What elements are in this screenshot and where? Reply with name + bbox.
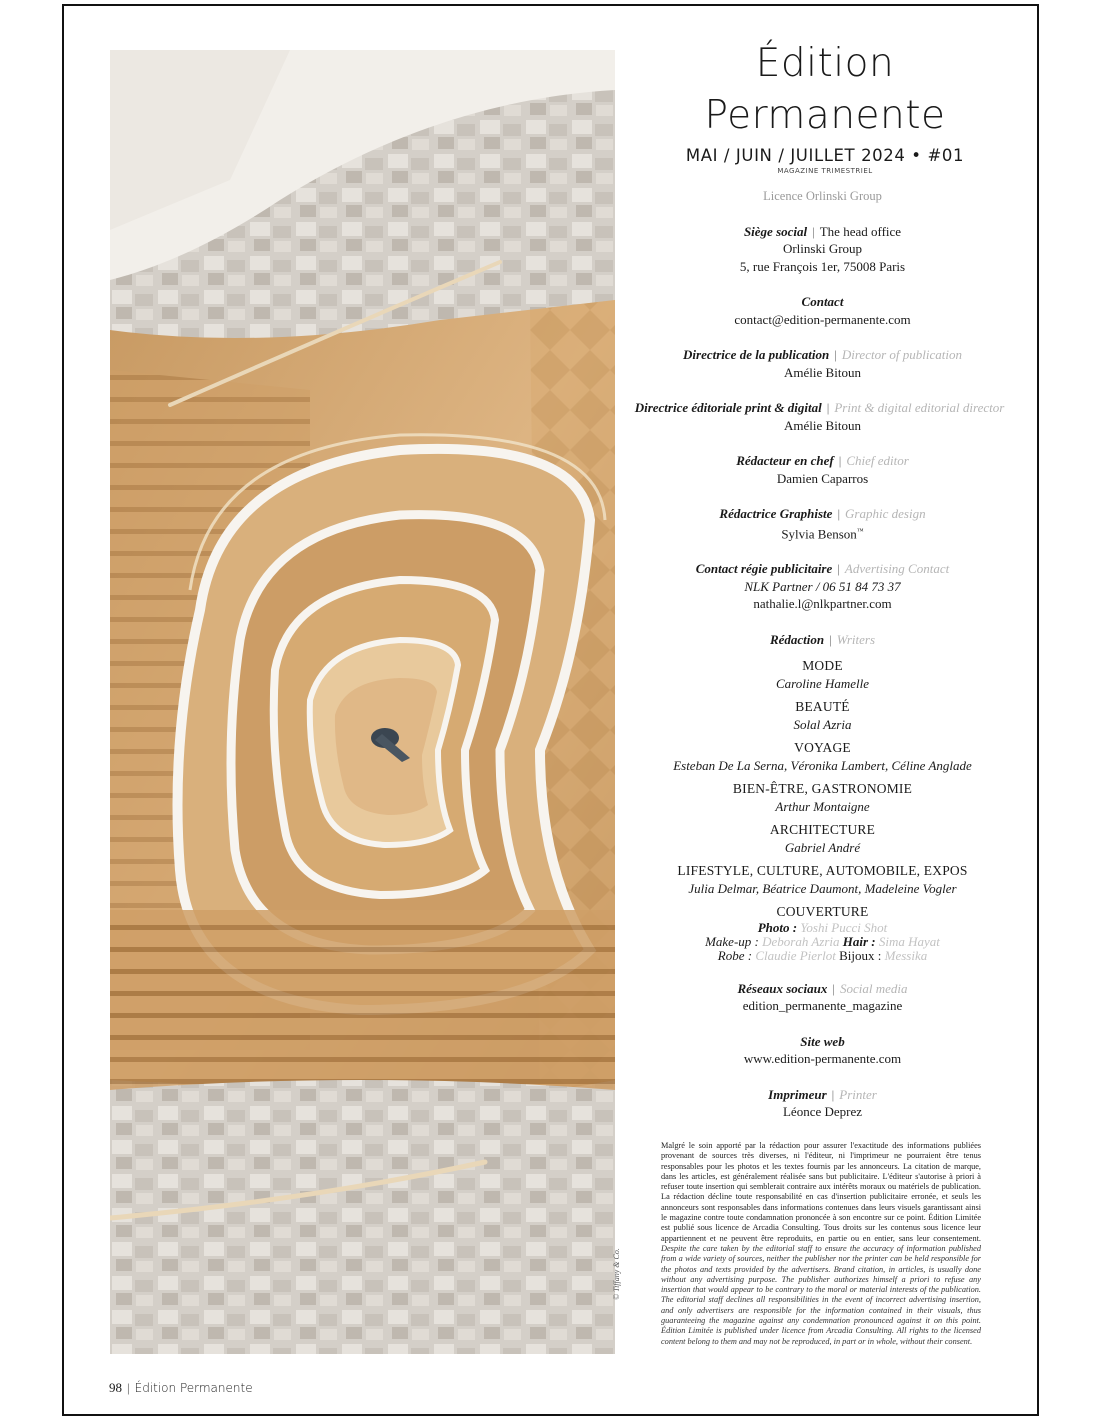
section-names: Solal Azria [793, 716, 852, 732]
masthead [640, 38, 1010, 175]
section-names: Arthur Montaigne [775, 798, 870, 814]
writers-block: Rédaction | Writers MODE Caroline Hamelle BEAUTÉ Solal Azria VOYAGE Esteban De La Serna, Véronika Lambert, Céline Anglade BIEN-ÊTRE, GASTRONOMIE Arthur Montaigne ARCHITECTURE Gabriel André LIFESTYLE, CULTURE, AUTOMOBILE, EXPOS Julia Delmar, Béatrice Daumont, Madeleine Vogler COUVERTURE Photo : Yoshi Pucci Shot Make-up : Deborah Azria Hair : Sima Hayat Robe : Claudie Pierlot Bijoux : Messika [630, 631, 1015, 963]
writers-section-voyage [630, 739, 1015, 774]
section-names: Gabriel André [784, 839, 861, 855]
printer-block: Imprimeur | Printer Léonce Deprez [630, 1086, 1015, 1121]
writers-role-en: Writers [836, 631, 876, 647]
section-title: BIEN-ÊTRE, GASTRONOMIE [732, 781, 913, 797]
publication-director-name: Amélie Bitoun [784, 364, 861, 380]
printer-name: Léonce Deprez [782, 1104, 863, 1120]
website-url[interactable]: www.edition-permanente.com [743, 1051, 902, 1067]
contact-email[interactable]: contact@edition-permanente.com [734, 311, 911, 327]
head-office-role: Siège social [743, 223, 808, 239]
social-role: Réseaux sociaux [737, 980, 828, 996]
cover-photo-name: Yoshi Pucci Shot [800, 919, 888, 935]
cover-makeup-name: Deborah Azria [762, 933, 840, 949]
page-number: 98 [109, 1380, 122, 1395]
contact-block [630, 293, 1015, 328]
printer-role-en: Printer [839, 1086, 877, 1102]
head-office-role-en: The head office [819, 223, 902, 239]
writers-section-beaute [630, 698, 1015, 733]
section-title: LIFESTYLE, CULTURE, AUTOMOBILE, EXPOS [677, 863, 968, 879]
chief-editor-role: Rédacteur en chef [736, 453, 834, 468]
social-role-en: Social media [840, 980, 908, 996]
cover-hair-label: Hair : [842, 933, 876, 949]
magazine-title: Édition Permanente [704, 41, 946, 138]
editorial-director-role-en: Print & digital editorial director [834, 400, 1005, 415]
social-handle[interactable]: edition_permanente_magazine [742, 998, 903, 1014]
staircase-photo [110, 50, 615, 1354]
chief-editor-name: Damien Caparros [776, 470, 869, 486]
section-title: VOYAGE [794, 740, 851, 756]
head-office-line2: 5, rue François 1er, 75008 Paris [739, 258, 906, 274]
section-names: Julia Delmar, Béatrice Daumont, Madeleine Vogler [688, 880, 957, 896]
head-office-block: Siège social | The head office Orlinski Group 5, rue François 1er, 75008 Paris [630, 223, 1015, 276]
disclaimer-english: Despite the care taken by the editorial staff to ensure the accuracy of information published from a wide variety of sources, neither the publisher nor the printer can be held responsible for the photos and texts provided by the advertisers. Brand citation, in articles, is usually done without any advertising purpose. The publisher authorizes himself a priori to refuse any insertion that would appear to be contrary to the moral or material interests of the publication. The editorial staff declines all responsibilities in the event of incorrect advertising insertion, and only advertisers are responsible for the information contained in their visuals, thus guaranteeing the magazine against any condemnation pronounced against it on this point. Édition Limitée is published under licence from Arcadia Consulting. All rights to the licensed content belong to them and may not be reproduced, in part or in whole, without their consent. [661, 1243, 981, 1346]
cover-block [630, 903, 1015, 963]
editorial-director-name: Amélie Bitoun [784, 417, 861, 433]
photo-credit: © Tiffany & Co. [612, 1248, 621, 1300]
ad-contact-block: Contact régie publicitaire | Advertising Contact NLK Partner / 06 51 84 73 37 nathalie.l@nlkpartner.com [630, 560, 1015, 613]
writers-role: Rédaction [769, 631, 825, 647]
editorial-director-block: Directrice éditoriale print & digital | Print & digital editorial director Amélie Bitoun [630, 399, 1015, 434]
credits-column [630, 188, 1015, 1121]
publication-director-role-en: Director of publication [841, 347, 962, 362]
graphic-design-block: Rédactrice Graphiste | Graphic design Sylvia Benson™ [719, 506, 926, 541]
legal-disclaimer [661, 1141, 981, 1347]
page-footer: 98 | Édition Permanente [109, 1380, 253, 1395]
chief-editor-block: Rédacteur en chef | Chief editor Damien Caparros [630, 452, 1015, 487]
section-title: BEAUTÉ [795, 699, 850, 715]
staircase-illustration [110, 50, 615, 1354]
disclaimer-french: Malgré le soin apporté par la rédaction pour assurer l'exactitude des informations publiées provenant de sources très diverses, ni l'éditeur, ni l'imprimeur ne pourraient être tenus responsables pour les photos et les textes fournis par les annonceurs. La citation de marque, dans les articles, est généralement réalisée sans but publicitaire. L'éditeur s'autorise à priori à refuser toute insertion qui semblerait contraire aux intérêts moraux ou matériels de publication. La rédaction décline toute responsabilité en cas d'insertion publicitaire erronée, et seuls les annonceurs sont responsables dans informations contenues dans leurs visuels garantissant ainsi le magazine contre toute condamnation prononcée à son encontre sur ce point. Édition Limitée est publié sous licence de Arcadia Consulting. Tous droits sur les contenus sous licence leur appartiennent et ne peuvent être reproduits, en partie ou en entier, sans leur consentement. [661, 1141, 981, 1243]
cover-bijoux-name: Messika [884, 947, 928, 963]
section-title: ARCHITECTURE [769, 822, 876, 838]
cover-robe-label: Robe : [717, 947, 753, 963]
cover-hair-name: Sima Hayat [878, 933, 940, 949]
cover-robe-name: Claudie Pierlot [755, 947, 836, 963]
contact-role: Contact [801, 294, 844, 309]
writers-section-mode [630, 657, 1015, 692]
printer-role: Imprimeur [768, 1086, 827, 1102]
licence-line: Licence Orlinski Group [763, 189, 882, 203]
issue-line: MAI / JUIN / JUILLET 2024 • #01 [685, 146, 965, 165]
section-names: Caroline Hamelle [775, 675, 870, 691]
section-names: Esteban De La Serna, Véronika Lambert, Céline Anglade [673, 757, 972, 773]
chief-editor-role-en: Chief editor [846, 453, 909, 468]
website-block [630, 1033, 1015, 1068]
cover-title: COUVERTURE [776, 904, 869, 920]
publication-director-role: Directrice de la publication [683, 347, 830, 362]
issue-subtitle: MAGAZINE TRIMESTRIEL [777, 167, 873, 175]
section-title: MODE [802, 658, 843, 674]
writers-section-bien-etre [630, 780, 1015, 815]
ad-contact-email[interactable]: nathalie.l@nlkpartner.com [753, 596, 892, 612]
graphic-design-role: Rédactrice Graphiste [719, 506, 833, 521]
cover-photo-label: Photo : [757, 919, 798, 935]
writers-section-architecture [630, 821, 1015, 856]
cover-bijoux-label: Bijoux : [839, 947, 882, 963]
ad-contact-role: Contact régie publicitaire [695, 561, 833, 577]
ad-contact-company: NLK Partner / 06 51 84 73 37 [744, 578, 901, 594]
editorial-director-role: Directrice éditoriale print & digital [634, 400, 822, 415]
ad-contact-role-en: Advertising Contact [844, 561, 950, 577]
publication-director-block: Directrice de la publication | Director of publication Amélie Bitoun [630, 346, 1015, 381]
footer-brand: Édition Permanente [134, 1381, 253, 1395]
graphic-design-name: Sylvia Benson [781, 525, 857, 541]
writers-section-lifestyle [630, 862, 1015, 897]
graphic-design-name-suffix: ™ [856, 526, 864, 535]
social-block: Réseaux sociaux | Social media edition_permanente_magazine [630, 980, 1015, 1015]
cover-makeup-label: Make-up : [705, 933, 759, 949]
head-office-line1: Orlinski Group [782, 241, 863, 256]
website-role: Site web [800, 1033, 845, 1049]
graphic-design-role-en: Graphic design [845, 506, 926, 521]
